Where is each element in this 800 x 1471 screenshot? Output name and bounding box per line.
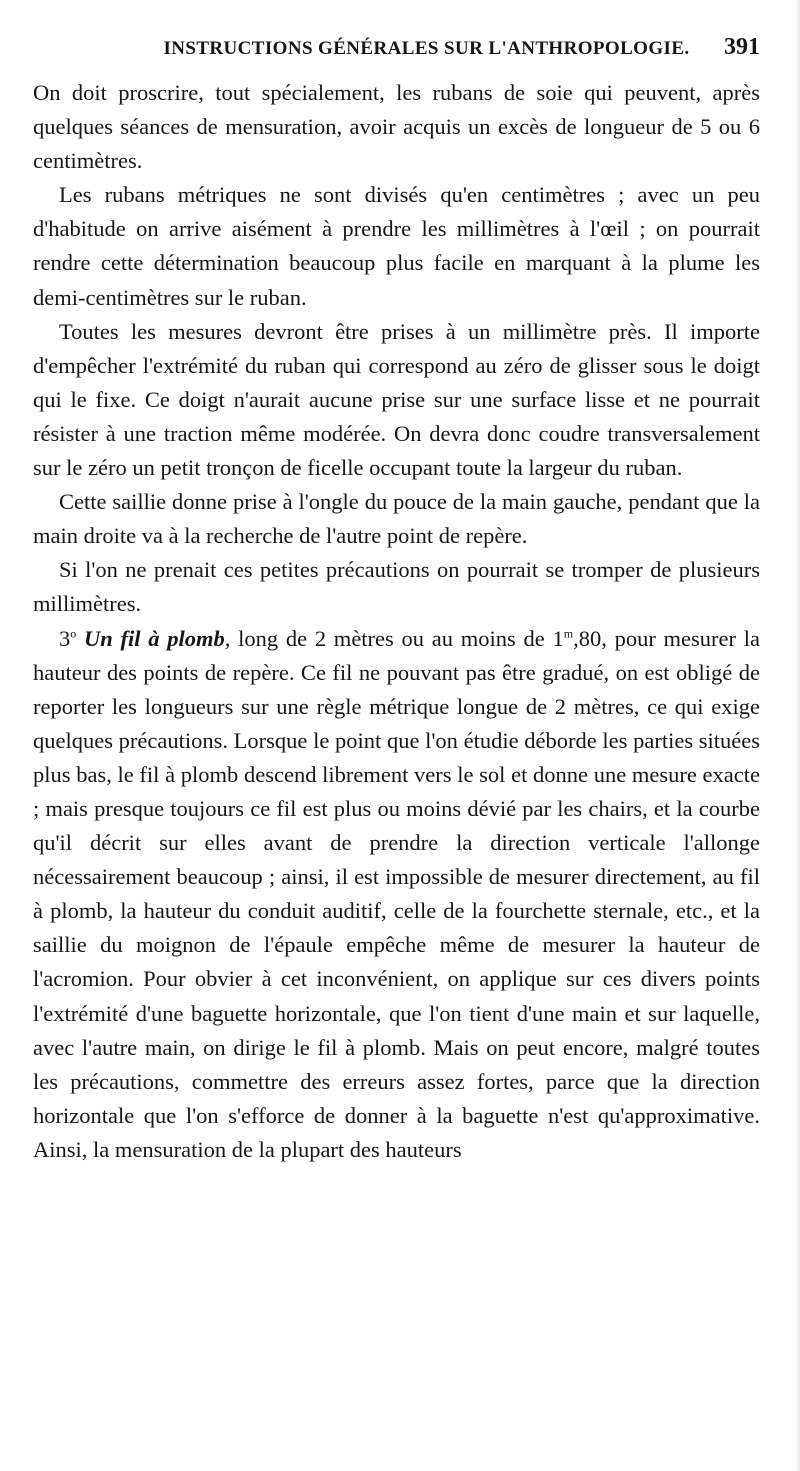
body-text xyxy=(33,76,760,1167)
page-number: 391 xyxy=(724,34,760,60)
paragraph-metric-ribbons: Les rubans métriques ne sont divisés qu'en centimètres ; avec un peu d'habitude on arrive aisément à prendre les millimètres à l'œil ; on pourrait rendre cette détermination beaucoup plus facile en marquant à la plume les demi-centimètres sur le ruban. xyxy=(33,182,760,310)
page-edge-shadow xyxy=(795,0,800,1471)
running-header xyxy=(33,36,760,76)
item-title: Un fil à plomb xyxy=(84,625,225,651)
item-text-start: , long de 2 mètres ou au moins de 1 xyxy=(224,625,564,651)
running-header-title: INSTRUCTIONS GÉNÉRALES SUR L'ANTHROPOLOGIE. xyxy=(163,38,690,59)
paragraph-plumb-line xyxy=(33,622,760,1168)
unit-superscript: m xyxy=(563,626,574,640)
paragraph-millimeter-precision: Toutes les mesures devront être prises à un millimètre près. Il importe d'empêcher l'extrémité du ruban qui correspond au zéro de glisser sous le doigt qui le fixe. Ce doigt n'aurait aucune prise sur une surface lisse et ne pourrait résister à une traction même modérée. On devra donc coudre transversalement sur le zéro un petit tronçon de ficelle occupant toute la largeur du ruban. xyxy=(33,318,760,481)
item-text-rest: ,80, pour mesurer la hauteur des points de repère. Ce fil ne pouvant pas être gradué, on est obligé de reporter les longueurs sur une règle métrique longue de 2 mètres, ce qui exige quelques précautions. Lorsque le point que l'on étudie déborde les parties situées plus bas, le fil à plomb descend librement vers le sol et donne une mesure exacte ; mais presque toujours ce fil est plus ou moins dévié par les chairs, et la courbe qu'il décrit sur elles avant de prendre la direction verticale l'allonge nécessairement beaucoup ; ainsi, il est impossible de mesurer directement, au fil à plomb, la hauteur du conduit auditif, celle de la fourchette sternale, etc., et la saillie du moignon de l'épaule empêche même de mesurer la hauteur de l'acromion. Pour obvier à cet inconvénient, on applique sur ces divers points l'extrémité d'une baguette horizontale, que l'on tient d'une main et sur laquelle, avec l'autre main, on dirige le fil à plomb. Mais on peut encore, malgré toutes les précautions, commettre des erreurs assez fortes, parce que la direction horizontale que l'on s'efforce de donner à la baguette n'est qu'approximative. Ainsi, la mensuration de la plupart des hauteurs xyxy=(33,625,760,1162)
paragraph-thumb-nail: Cette saillie donne prise à l'ongle du pouce de la main gauche, pendant que la main droite va à la recherche de l'autre point de repère. xyxy=(33,489,760,549)
paragraph-precautions: Si l'on ne prenait ces petites précautions on pourrait se tromper de plusieurs millimètres. xyxy=(33,557,760,617)
item-number-ordinal: o xyxy=(70,626,77,640)
paragraph-silk-ribbons: On doit proscrire, tout spécialement, les rubans de soie qui peuvent, après quelques séances de mensuration, avoir acquis un excès de longueur de 5 ou 6 centimètres. xyxy=(33,80,760,174)
item-number: 3 xyxy=(59,625,71,651)
